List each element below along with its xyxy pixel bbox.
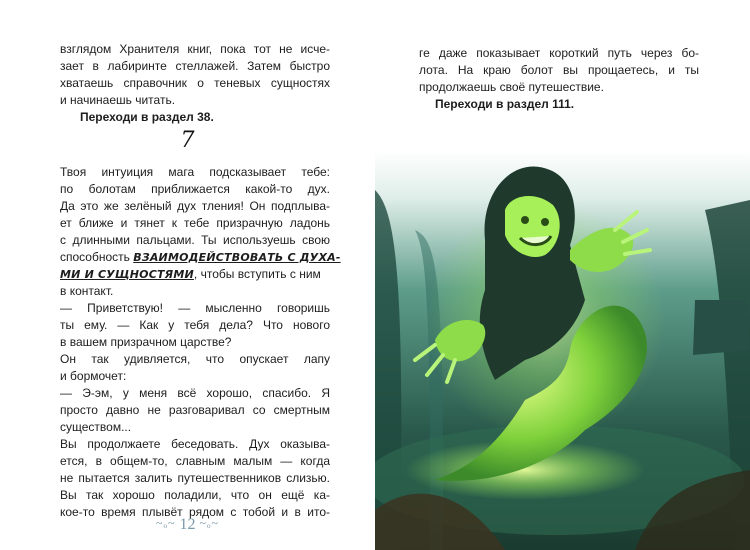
text-line: существом... xyxy=(60,420,132,434)
ability-line xyxy=(60,249,341,266)
text-line: Вы продолжаете беседовать. Дух оказыва- xyxy=(60,437,330,451)
text-line: ет ближе и тянет к тебе призрачную ладонь xyxy=(60,216,330,230)
page-number: 12 xyxy=(179,516,196,533)
ability-name: ВЗАИМОДЕЙСТВОВАТЬ С ДУХА- xyxy=(133,251,341,264)
right-page xyxy=(375,0,750,550)
ghost-eye xyxy=(541,218,549,226)
text-line: ге даже показывает короткий путь через бо- xyxy=(419,46,699,60)
text-line: продолжаешь своё путешествие. xyxy=(419,80,604,94)
text-line: ты ему. — Как у тебя дела? Что нового xyxy=(60,318,330,332)
text-line: Твоя интуиция мага подсказывает тебе: xyxy=(60,165,330,179)
text-line: в вашем призрачном царстве? xyxy=(60,335,232,349)
text-line: кое-то время плывёт рядом с тобой и в ито- xyxy=(60,505,330,519)
swirl-ornament-icon: ~ₒ~ xyxy=(199,516,219,530)
page-footer xyxy=(0,516,375,534)
text-line: — Э-эм, у меня всё хорошо, спасибо. Я xyxy=(60,386,330,400)
text-line: — Приветствую! — мысленно говоришь xyxy=(60,301,330,315)
text-line: и бормочет: xyxy=(60,369,127,383)
green-ghost-illustration xyxy=(375,150,750,550)
text-line: Он так удивляется, что опускает лапу xyxy=(60,352,330,366)
text-line: лота. На краю болот вы прощаетесь, и ты xyxy=(419,63,699,77)
text-line: взглядом Хранителя книг, пока тот не исче- xyxy=(60,42,330,56)
ghost-eye xyxy=(521,216,529,224)
text-line: и начинаешь читать. xyxy=(60,93,176,107)
text-line: Вы так хорошо поладили, что он ещё ка- xyxy=(60,488,330,502)
text-fragment: способность xyxy=(60,250,130,264)
goto-section-link: Переходи в раздел 38. xyxy=(80,110,214,124)
text-line: зает в лабиринте стеллажей. Затем быстро xyxy=(60,59,330,73)
text-fragment: , чтобы вступить с ним xyxy=(193,267,321,281)
text-line: ется, в общем-то, славным малым — когда xyxy=(60,454,330,468)
text-line: с длинными пальцами. Ты используешь свою xyxy=(60,233,330,247)
ability-name: МИ И СУЩНОСТЯМИ xyxy=(60,268,194,281)
ability-line xyxy=(60,266,321,283)
text-line: Да это же зелёный дух тления! Он подплыва- xyxy=(60,199,330,213)
text-line: просто давно не разговаривал со смертным xyxy=(60,403,330,417)
text-line: хватаешь справочник о теневых сущностях xyxy=(60,76,330,90)
text-line: в контакт. xyxy=(60,284,114,298)
goto-section-link: Переходи в раздел 111. xyxy=(435,97,575,111)
swirl-ornament-icon: ~ₒ~ xyxy=(156,516,176,530)
signpost xyxy=(693,300,750,355)
section-number: 7 xyxy=(180,128,195,153)
text-line: по болотам приближается какой-то дух. xyxy=(60,182,330,196)
text-line: не пытается залить путешественников слизью. xyxy=(60,471,330,485)
